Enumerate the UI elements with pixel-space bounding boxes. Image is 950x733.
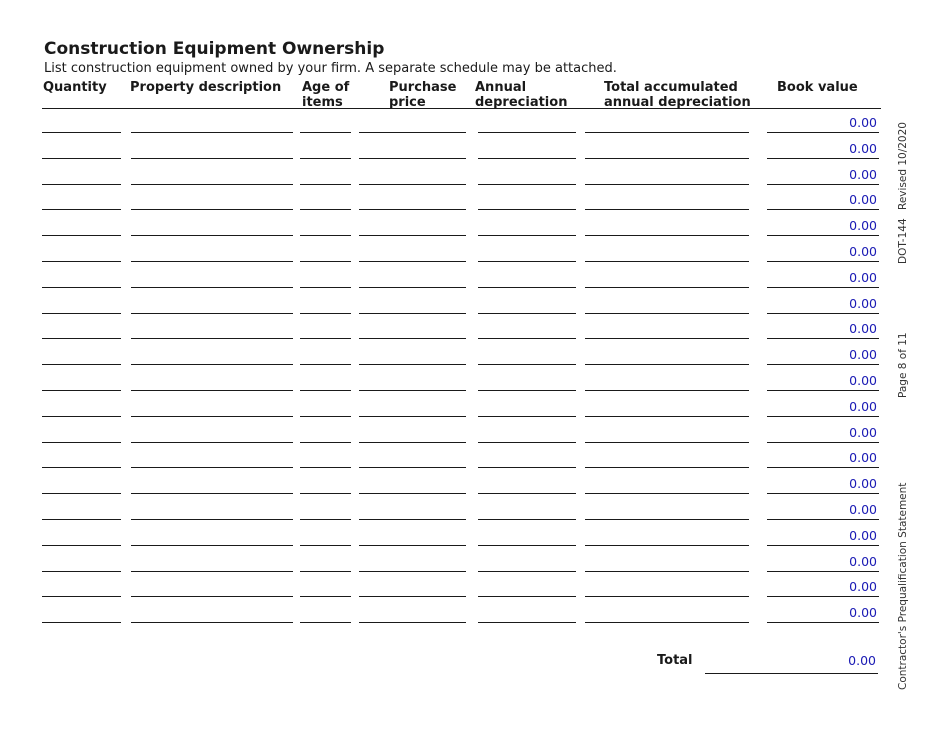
property-description-field[interactable]: [131, 603, 293, 623]
quantity-field[interactable]: [42, 165, 121, 185]
purchase-price-field[interactable]: [359, 242, 466, 262]
header-total-accumulated: [604, 80, 751, 110]
header-purchase-line1: Purchase: [389, 80, 457, 95]
property-description-field[interactable]: [131, 500, 293, 520]
total-accumulated-field[interactable]: [585, 139, 749, 159]
header-purchase-line2: price: [389, 95, 426, 110]
annual-depreciation-field[interactable]: [478, 423, 576, 443]
purchase-price-field[interactable]: [359, 552, 466, 572]
quantity-field[interactable]: [42, 242, 121, 262]
purchase-price-field[interactable]: [359, 577, 466, 597]
book-value-field[interactable]: 0.00: [767, 603, 879, 623]
property-description-field[interactable]: [131, 268, 293, 288]
table-row: [0, 520, 950, 546]
property-description-field[interactable]: [131, 319, 293, 339]
table-row: [0, 313, 950, 339]
book-value-field[interactable]: 0.00: [767, 371, 879, 391]
quantity-field[interactable]: [42, 294, 121, 314]
total-accumulated-field[interactable]: [585, 345, 749, 365]
total-accumulated-field[interactable]: [585, 190, 749, 210]
header-total-acc-line2: annual depreciation: [604, 95, 751, 110]
age-of-items-field[interactable]: [300, 552, 351, 572]
book-value-field[interactable]: 0.00: [767, 319, 879, 339]
age-of-items-field[interactable]: [300, 294, 351, 314]
annual-depreciation-field[interactable]: [478, 319, 576, 339]
annual-depreciation-field[interactable]: [478, 603, 576, 623]
book-value-field[interactable]: 0.00: [767, 474, 879, 494]
book-value-field[interactable]: 0.00: [767, 190, 879, 210]
total-accumulated-field[interactable]: [585, 113, 749, 133]
total-accumulated-field[interactable]: [585, 448, 749, 468]
book-value-field[interactable]: 0.00: [767, 113, 879, 133]
header-quantity: Quantity: [43, 80, 107, 95]
age-of-items-field[interactable]: [300, 371, 351, 391]
total-accumulated-field[interactable]: [585, 552, 749, 572]
quantity-field[interactable]: [42, 139, 121, 159]
table-row: [0, 546, 950, 572]
purchase-price-field[interactable]: [359, 397, 466, 417]
book-value-field[interactable]: 0.00: [767, 139, 879, 159]
header-total-acc-line1: Total accumulated: [604, 80, 738, 95]
purchase-price-field[interactable]: [359, 526, 466, 546]
table-row: [0, 339, 950, 365]
purchase-price-field[interactable]: [359, 474, 466, 494]
header-annual-depreciation: [475, 80, 567, 110]
annual-depreciation-field[interactable]: [478, 448, 576, 468]
quantity-field[interactable]: [42, 268, 121, 288]
book-value-field[interactable]: 0.00: [767, 423, 879, 443]
annual-depreciation-field[interactable]: [478, 165, 576, 185]
total-field[interactable]: 0.00: [705, 652, 878, 674]
book-value-field[interactable]: 0.00: [767, 345, 879, 365]
property-description-field[interactable]: [131, 242, 293, 262]
book-value-field[interactable]: 0.00: [767, 577, 879, 597]
annual-depreciation-field[interactable]: [478, 113, 576, 133]
quantity-field[interactable]: [42, 448, 121, 468]
property-description-field[interactable]: [131, 397, 293, 417]
quantity-field[interactable]: [42, 190, 121, 210]
age-of-items-field[interactable]: [300, 268, 351, 288]
book-value-field[interactable]: 0.00: [767, 165, 879, 185]
quantity-field[interactable]: [42, 319, 121, 339]
purchase-price-field[interactable]: [359, 371, 466, 391]
age-of-items-field[interactable]: [300, 216, 351, 236]
form-instructions: List construction equipment owned by your firm. A separate schedule may be attached.: [44, 61, 617, 76]
table-row: [0, 236, 950, 262]
total-accumulated-field[interactable]: [585, 397, 749, 417]
quantity-field[interactable]: [42, 371, 121, 391]
property-description-field[interactable]: [131, 577, 293, 597]
purchase-price-field[interactable]: [359, 603, 466, 623]
total-accumulated-field[interactable]: [585, 500, 749, 520]
table-row: [0, 365, 950, 391]
purchase-price-field[interactable]: [359, 345, 466, 365]
table-row: [0, 417, 950, 443]
purchase-price-field[interactable]: [359, 423, 466, 443]
purchase-price-field[interactable]: [359, 319, 466, 339]
header-annual-line2: depreciation: [475, 95, 568, 110]
annual-depreciation-field[interactable]: [478, 268, 576, 288]
age-of-items-field[interactable]: [300, 190, 351, 210]
age-of-items-field[interactable]: [300, 500, 351, 520]
header-age-line2: items: [302, 95, 343, 110]
total-accumulated-field[interactable]: [585, 216, 749, 236]
table-row: [0, 391, 950, 417]
total-accumulated-field[interactable]: [585, 526, 749, 546]
book-value-field[interactable]: 0.00: [767, 552, 879, 572]
total-accumulated-field[interactable]: [585, 371, 749, 391]
table-row: [0, 210, 950, 236]
book-value-field[interactable]: 0.00: [767, 500, 879, 520]
age-of-items-field[interactable]: [300, 448, 351, 468]
sidebar-form-id: DOT-144: [897, 218, 909, 264]
table-row: [0, 107, 950, 133]
sidebar-page-number: Page 8 of 11: [897, 332, 909, 398]
table-row: [0, 571, 950, 597]
property-description-field[interactable]: [131, 474, 293, 494]
annual-depreciation-field[interactable]: [478, 294, 576, 314]
table-row: [0, 184, 950, 210]
table-row: [0, 468, 950, 494]
header-property-description: Property description: [130, 80, 282, 95]
total-accumulated-field[interactable]: [585, 423, 749, 443]
property-description-field[interactable]: [131, 294, 293, 314]
sidebar-statement-title: Contractor's Prequalification Statement: [897, 482, 909, 690]
table-row: [0, 288, 950, 314]
property-description-field[interactable]: [131, 345, 293, 365]
header-annual-line1: Annual: [475, 80, 527, 95]
quantity-field[interactable]: [42, 500, 121, 520]
book-value-field[interactable]: 0.00: [767, 268, 879, 288]
annual-depreciation-field[interactable]: [478, 216, 576, 236]
quantity-field[interactable]: [42, 397, 121, 417]
purchase-price-field[interactable]: [359, 268, 466, 288]
age-of-items-field[interactable]: [300, 165, 351, 185]
property-description-field[interactable]: [131, 190, 293, 210]
total-accumulated-field[interactable]: [585, 474, 749, 494]
age-of-items-field[interactable]: [300, 577, 351, 597]
total-accumulated-field[interactable]: [585, 242, 749, 262]
quantity-field[interactable]: [42, 423, 121, 443]
header-age-of-items: [302, 80, 349, 110]
total-accumulated-field[interactable]: [585, 603, 749, 623]
quantity-field[interactable]: [42, 552, 121, 572]
age-of-items-field[interactable]: [300, 319, 351, 339]
total-accumulated-field[interactable]: [585, 268, 749, 288]
annual-depreciation-field[interactable]: [478, 474, 576, 494]
annual-depreciation-field[interactable]: [478, 526, 576, 546]
annual-depreciation-field[interactable]: [478, 552, 576, 572]
book-value-field[interactable]: 0.00: [767, 448, 879, 468]
quantity-field[interactable]: [42, 113, 121, 133]
age-of-items-field[interactable]: [300, 423, 351, 443]
table-row: [0, 442, 950, 468]
property-description-field[interactable]: [131, 526, 293, 546]
header-purchase-price: [389, 80, 456, 110]
book-value-field[interactable]: 0.00: [767, 242, 879, 262]
sidebar-revised: Revised 10/2020: [897, 122, 909, 210]
age-of-items-field[interactable]: [300, 474, 351, 494]
table-row: [0, 133, 950, 159]
book-value-field[interactable]: 0.00: [767, 216, 879, 236]
quantity-field[interactable]: [42, 577, 121, 597]
age-of-items-field[interactable]: [300, 242, 351, 262]
purchase-price-field[interactable]: [359, 190, 466, 210]
total-accumulated-field[interactable]: [585, 165, 749, 185]
quantity-field[interactable]: [42, 474, 121, 494]
annual-depreciation-field[interactable]: [478, 190, 576, 210]
property-description-field[interactable]: [131, 139, 293, 159]
property-description-field[interactable]: [131, 113, 293, 133]
table-row: [0, 494, 950, 520]
quantity-field[interactable]: [42, 603, 121, 623]
table-row: [0, 597, 950, 623]
age-of-items-field[interactable]: [300, 397, 351, 417]
age-of-items-field[interactable]: [300, 345, 351, 365]
purchase-price-field[interactable]: [359, 448, 466, 468]
annual-depreciation-field[interactable]: [478, 242, 576, 262]
age-of-items-field[interactable]: [300, 113, 351, 133]
quantity-field[interactable]: [42, 345, 121, 365]
book-value-field[interactable]: 0.00: [767, 526, 879, 546]
header-book-value: Book value: [777, 80, 858, 95]
annual-depreciation-field[interactable]: [478, 345, 576, 365]
purchase-price-field[interactable]: [359, 500, 466, 520]
quantity-field[interactable]: [42, 526, 121, 546]
total-label: Total: [657, 653, 693, 668]
annual-depreciation-field[interactable]: [478, 500, 576, 520]
property-description-field[interactable]: [131, 371, 293, 391]
annual-depreciation-field[interactable]: [478, 577, 576, 597]
purchase-price-field[interactable]: [359, 113, 466, 133]
annual-depreciation-field[interactable]: [478, 371, 576, 391]
book-value-field[interactable]: 0.00: [767, 294, 879, 314]
purchase-price-field[interactable]: [359, 139, 466, 159]
table-row: [0, 159, 950, 185]
table-row: [0, 262, 950, 288]
property-description-field[interactable]: [131, 448, 293, 468]
annual-depreciation-field[interactable]: [478, 397, 576, 417]
form-title: Construction Equipment Ownership: [44, 39, 385, 59]
property-description-field[interactable]: [131, 552, 293, 572]
total-accumulated-field[interactable]: [585, 577, 749, 597]
total-accumulated-field[interactable]: [585, 319, 749, 339]
purchase-price-field[interactable]: [359, 216, 466, 236]
property-description-field[interactable]: [131, 216, 293, 236]
property-description-field[interactable]: [131, 423, 293, 443]
header-age-line1: Age of: [302, 80, 350, 95]
purchase-price-field[interactable]: [359, 294, 466, 314]
age-of-items-field[interactable]: [300, 603, 351, 623]
age-of-items-field[interactable]: [300, 526, 351, 546]
total-accumulated-field[interactable]: [585, 294, 749, 314]
purchase-price-field[interactable]: [359, 165, 466, 185]
quantity-field[interactable]: [42, 216, 121, 236]
property-description-field[interactable]: [131, 165, 293, 185]
book-value-field[interactable]: 0.00: [767, 397, 879, 417]
annual-depreciation-field[interactable]: [478, 139, 576, 159]
age-of-items-field[interactable]: [300, 139, 351, 159]
